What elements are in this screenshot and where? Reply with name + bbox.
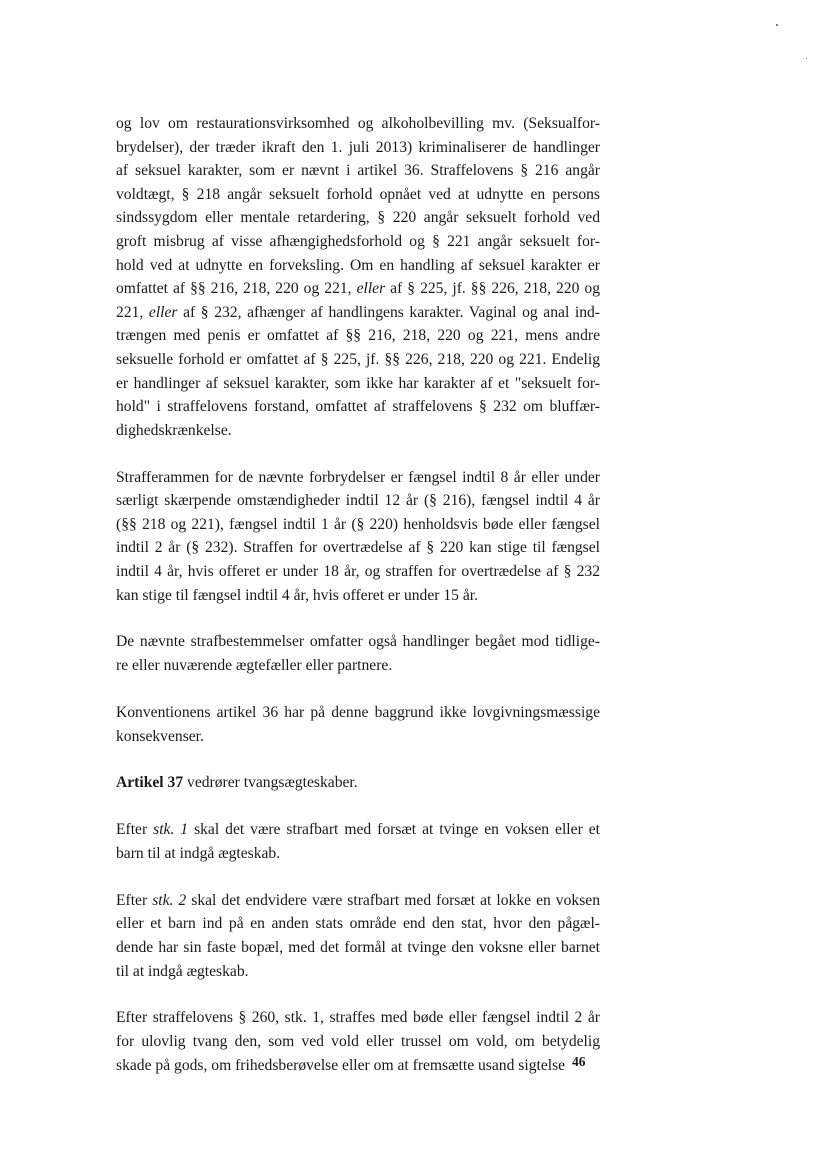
bold-text: Artikel 37	[116, 774, 184, 792]
text-line: seksuelle forhold er omfattet af § 225, jf. §§ 226, 218, 220 og 221. Endelig	[116, 350, 600, 368]
text-line: re eller nuværende ægtefæller eller partnere.	[116, 657, 393, 675]
page-number: 46	[572, 1054, 586, 1069]
text-line: sindssygdom eller mentale retardering, § 220 angår seksuelt forhold ved	[116, 209, 600, 227]
italic-text: eller	[148, 303, 178, 321]
text-line: brydelser), der træder ikraft den 1. juli 2013) kriminaliserer de handlinger	[116, 138, 600, 156]
body-text	[116, 112, 600, 1101]
text-line: hold ved at udnytte en forveksling. Om en handling af seksuel karakter er	[116, 256, 600, 274]
text-line: dighedskrænkelse.	[116, 421, 232, 439]
text-line: særligt skærpende omstændigheder indtil 12 år (§ 216), fængsel indtil 4 år	[116, 492, 600, 510]
paragraph	[116, 1006, 600, 1077]
text-line: Konventionens artikel 36 har på denne baggrund ikke lovgivningsmæssige	[116, 703, 600, 721]
text-line: kan stige til fængsel indtil 4 år, hvis offeret er under 15 år.	[116, 586, 478, 604]
text-line: groft misbrug af visse afhængighedsforhold og § 221 angår seksuelt for-	[116, 232, 600, 250]
italic-text: stk. 1	[153, 821, 189, 839]
paragraph	[116, 466, 600, 608]
text-line: er handlinger af seksuel karakter, som ikke har karakter af et "seksuelt for-	[116, 374, 600, 392]
italic-text: eller	[356, 280, 386, 298]
text-line: 221, eller af § 232, afhænger af handlingens karakter. Vaginal og anal ind-	[116, 303, 600, 321]
text-line: skade på gods, om frihedsberøvelse eller om at fremsætte usand sigtelse	[116, 1056, 566, 1074]
text-line: De nævnte strafbestemmelser omfatter også handlinger begået mod tidlige-	[116, 633, 600, 651]
scan-speck	[806, 58, 807, 59]
text-line: eller et barn ind på en anden stats område end den stat, hvor den pågæl-	[116, 915, 600, 933]
text-line: Artikel 37 vedrører tvangsægteskaber.	[116, 774, 358, 792]
text-line: indtil 4 år, hvis offeret er under 18 år, og straffen for overtrædelse af § 232	[116, 562, 600, 580]
scan-speck	[776, 24, 778, 26]
text-line: af seksuel karakter, som er nævnt i artikel 36. Straffelovens § 216 angår	[116, 162, 600, 180]
text-line: Efter stk. 2 skal det endvidere være strafbart med forsæt at lokke en voksen	[116, 891, 600, 909]
text-line: hold" i straffelovens forstand, omfattet af straffelovens § 232 om bluffær-	[116, 398, 600, 416]
text-line: (§§ 218 og 221), fængsel indtil 1 år (§ 220) henholdsvis bøde eller fængsel	[116, 515, 600, 533]
text-line: omfattet af §§ 216, 218, 220 og 221, eller af § 225, jf. §§ 226, 218, 220 og	[116, 280, 600, 298]
text-line: dende har sin faste bopæl, med det formål at tvinge den voksne eller barnet	[116, 939, 600, 956]
text-line: indtil 2 år (§ 232). Straffen for overtrædelse af § 220 kan stige til fængsel	[116, 539, 600, 557]
paragraph	[116, 818, 600, 865]
paragraph	[116, 112, 600, 442]
text-line: konsekvenser.	[116, 727, 204, 745]
text-line: for ulovlig tvang den, som ved vold eller trussel om vold, om betydelig	[116, 1033, 600, 1051]
text-line: voldtægt, § 218 angår seksuelt forhold opnået ved at udnytte en persons	[116, 185, 600, 203]
text-line: Strafferammen for de nævnte forbrydelser er fængsel indtil 8 år eller under	[116, 468, 600, 486]
paragraph	[116, 771, 600, 795]
italic-text: stk. 2	[152, 891, 187, 909]
paragraph	[116, 701, 600, 748]
text-line: og lov om restaurationsvirksomhed og alkoholbevilling mv. (Seksualfor-	[116, 115, 600, 132]
text-line: Efter straffelovens § 260, stk. 1, straffes med bøde eller fængsel indtil 2 år	[116, 1009, 600, 1027]
text-line: trængen med penis er omfattet af §§ 216, 218, 220 og 221, mens andre	[116, 327, 600, 345]
text-line: til at indgå ægteskab.	[116, 962, 249, 980]
paragraph	[116, 630, 600, 677]
text-line: barn til at indgå ægteskab.	[116, 844, 281, 862]
paragraph	[116, 889, 600, 983]
text-line: Efter stk. 1 skal det være strafbart med forsæt at tvinge en voksen eller et	[116, 821, 600, 839]
